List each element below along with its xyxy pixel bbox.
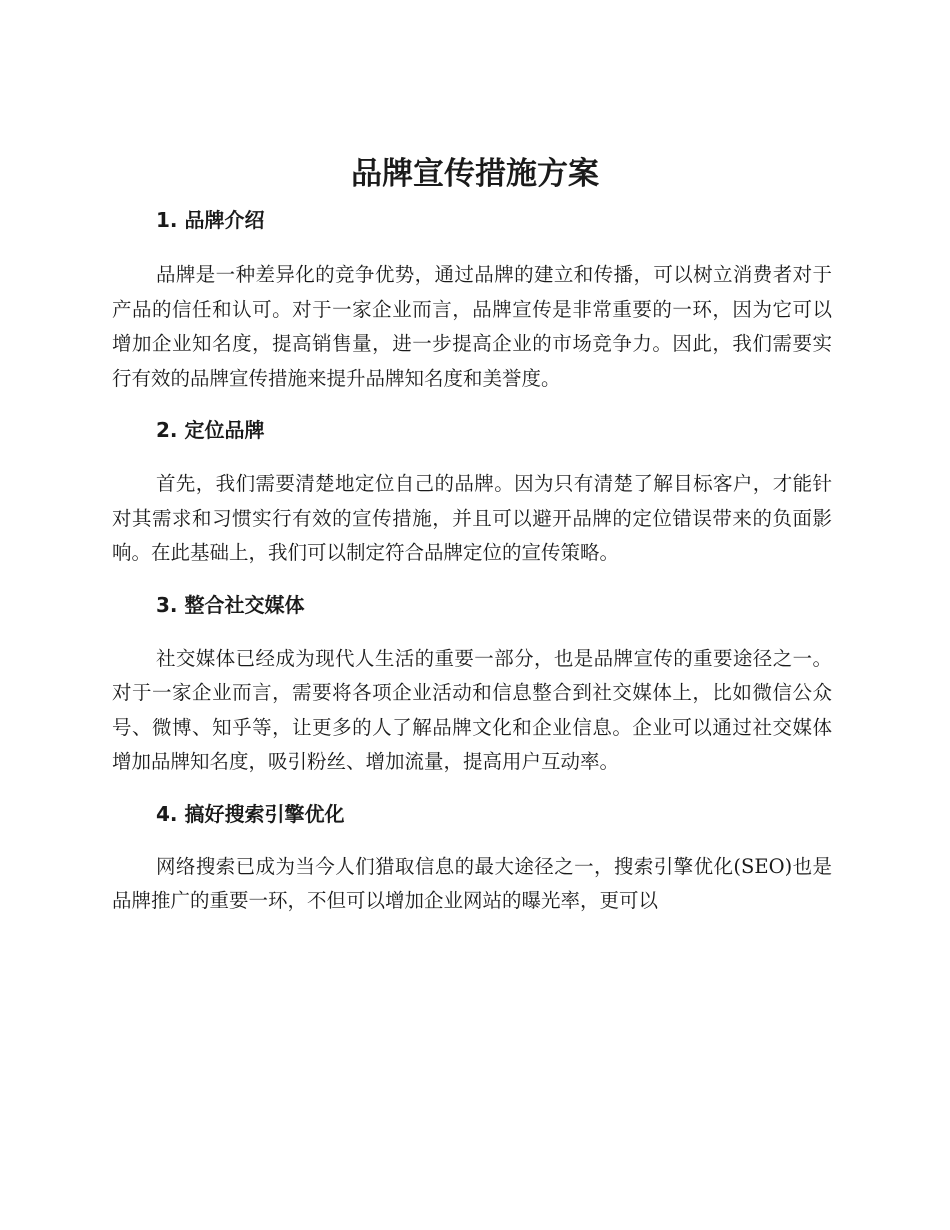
section-heading-brand-intro: 1. 品牌介绍 <box>156 208 265 232</box>
section-paragraph-brand-positioning: 首先，我们需要清楚地定位自己的品牌。因为只有清楚了解目标客户，才能针对其需求和习惯实行有效的宣传措施，并且可以避开品牌的定位错误带来的负面影响。在此基础上，我们可以制定符合品牌定位的宣传策略。 <box>112 472 832 564</box>
section-paragraph-seo: 网络搜索已成为当今人们猎取信息的最大途径之一，搜索引擎优化(SEO)也是品牌推广的重要一环，不但可以增加企业网站的曝光率，更可以 <box>112 854 832 912</box>
section-heading-seo: 4. 搞好搜索引擎优化 <box>156 801 345 826</box>
section-heading-social-media: 3. 整合社交媒体 <box>156 592 305 617</box>
document-title: 品牌宣传措施方案 <box>351 156 599 192</box>
section-heading-brand-positioning: 2. 定位品牌 <box>156 418 265 442</box>
section-paragraph-brand-intro: 品牌是一种差异化的竞争优势，通过品牌的建立和传播，可以树立消费者对于产品的信任和认可。对于一家企业而言，品牌宣传是非常重要的一环，因为它可以增加企业知名度，提高销售量，进一步提高企业的市场竞争力。因此，我们需要实行有效的品牌宣传措施来提升品牌知名度和美誉度。 <box>112 263 832 390</box>
document-body <box>112 200 832 919</box>
section-paragraph-social-media: 社交媒体已经成为现代人生活的重要一部分，也是品牌宣传的重要途径之一。对于一家企业而言，需要将各项企业活动和信息整合到社交媒体上，比如微信公众号、微博、知乎等，让更多的人了解品牌文化和企业信息。企业可以通过社交媒体增加品牌知名度，吸引粉丝、增加流量，提高用户互动率。 <box>112 646 832 773</box>
